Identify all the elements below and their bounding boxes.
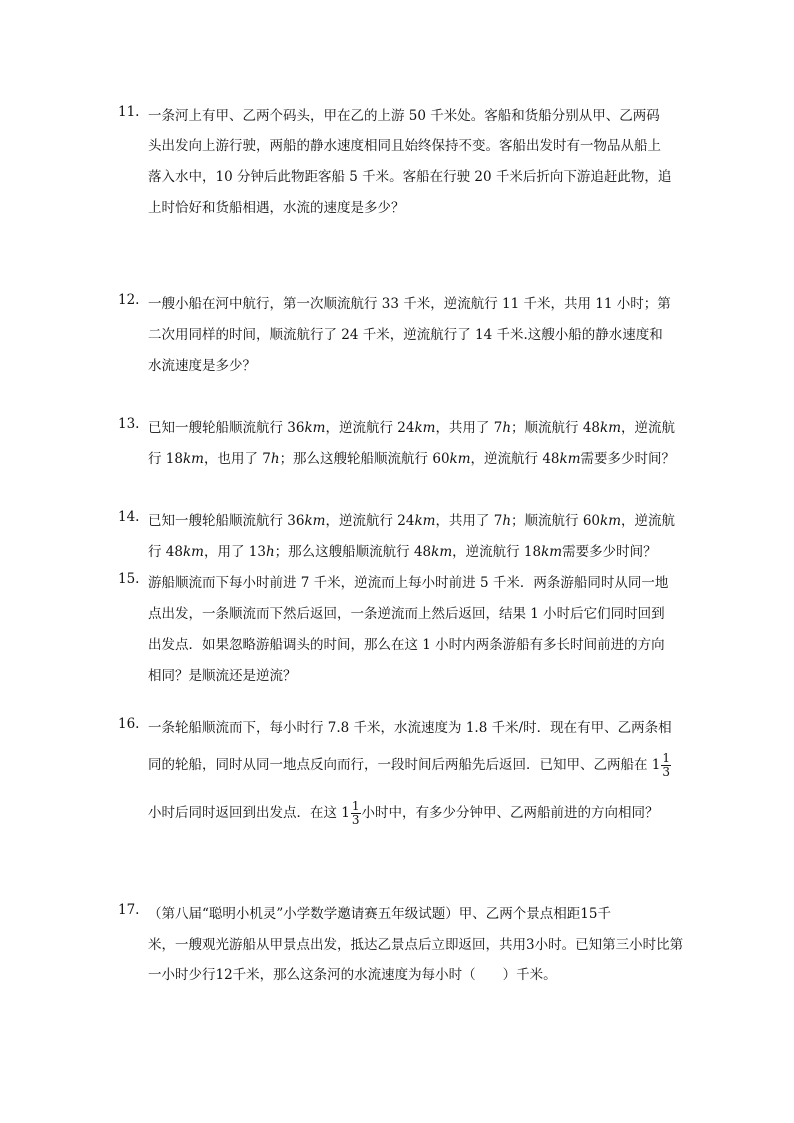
problem-number: 15.	[118, 571, 140, 587]
problem-text-line: 小时后同时返回到出发点．在这 1 $\frac{1}{3}$ 小时中，有多少分钟甲、乙两船前进的方向相同？	[148, 799, 659, 827]
problem-text-line: 行 48km，用了 13h；那么这艘船顺流航行 48km，逆流航行 18km需要多少时间？	[148, 544, 657, 560]
problem-text-line: 已知一艘轮船顺流航行 36km，逆流航行 24km，共用了 7h；顺流航行 60km，逆流航	[148, 513, 675, 529]
problem-number: 17.	[118, 902, 140, 918]
problem-text-line: 点出发，一条顺流而下然后返回，一条逆流而上然后返回，结果 1 小时后它们同时回到	[148, 606, 665, 622]
problem-text-line: 二次用同样的时间，顺流航行了 24 千米，逆流航行了 14 千米.这艘小船的静水速度和	[148, 327, 663, 343]
problem-text-line: 落入水中，10 分钟后此物距客船 5 千米。客船在行驶 20 千米后折向下游追赶此物，追	[148, 169, 672, 185]
problem-text-line: 出发点．如果忽略游船调头的时间，那么在这 1 小时内两条游船有多长时间前进的方向	[148, 637, 665, 653]
problem-text-line: 头出发向上游行驶，两船的静水速度相同且始终保持不变。客船出发时有一物品从船上	[148, 138, 661, 154]
problem-text-line: （第八届“聪明小机灵”小学数学邀请赛五年级试题）甲、乙两个景点相距15千	[148, 906, 611, 922]
problem-number: 11.	[118, 104, 140, 120]
problem-number: 12.	[118, 292, 140, 308]
problem-text-line: 米，一艘观光游船从甲景点出发，抵达乙景点后立即返回，共用3小时。已知第三小时比第	[148, 937, 684, 953]
problem-text-line: 水流速度是多少？	[148, 358, 256, 374]
problem-text-line: 相同？是顺流还是逆流？	[148, 668, 297, 684]
problem-text-line: 一条河上有甲、乙两个码头，甲在乙的上游 50 千米处。客船和货船分别从甲、乙两码	[148, 108, 660, 124]
problem-text-line: 游船顺流而下每小时前进 7 千米，逆流而上每小时前进 5 千米．两条游船同时从同一地	[148, 575, 669, 591]
problem-number: 16.	[118, 716, 140, 732]
problem-text-line: 一条轮船顺流而下，每小时行 7.8 千米，水流速度为 1.8 千米/时．现在有甲、乙两条相	[148, 720, 672, 736]
fraction-one-third: $\frac{1}{3}$	[351, 799, 360, 827]
problem-number: 14.	[118, 509, 140, 525]
problem-text-line: 行 18km，也用了 7h；那么这艘轮船顺流航行 60km，逆流航行 48km需要多少时间？	[148, 451, 675, 467]
problem-number: 13.	[118, 416, 140, 432]
problem-text-line: 同的轮船，同时从同一地点反向而行，一段时间后两船先后返回．已知甲、乙两船在 1 $\frac{1}{3}$	[148, 751, 671, 779]
problem-text-line: 一小时少行12千米，那么这条河的水流速度为每小时（ ）千米。	[148, 967, 557, 983]
problem-text-line: 上时恰好和货船相遇，水流的速度是多少？	[148, 200, 405, 216]
fraction-one-third: $\frac{1}{3}$	[662, 751, 671, 779]
problem-text-line: 已知一艘轮船顺流航行 36km，逆流航行 24km，共用了 7h；顺流航行 48km，逆流航	[148, 420, 675, 436]
problem-text-line: 一艘小船在河中航行，第一次顺流航行 33 千米，逆流航行 11 千米，共用 11 小时；第	[148, 296, 671, 312]
